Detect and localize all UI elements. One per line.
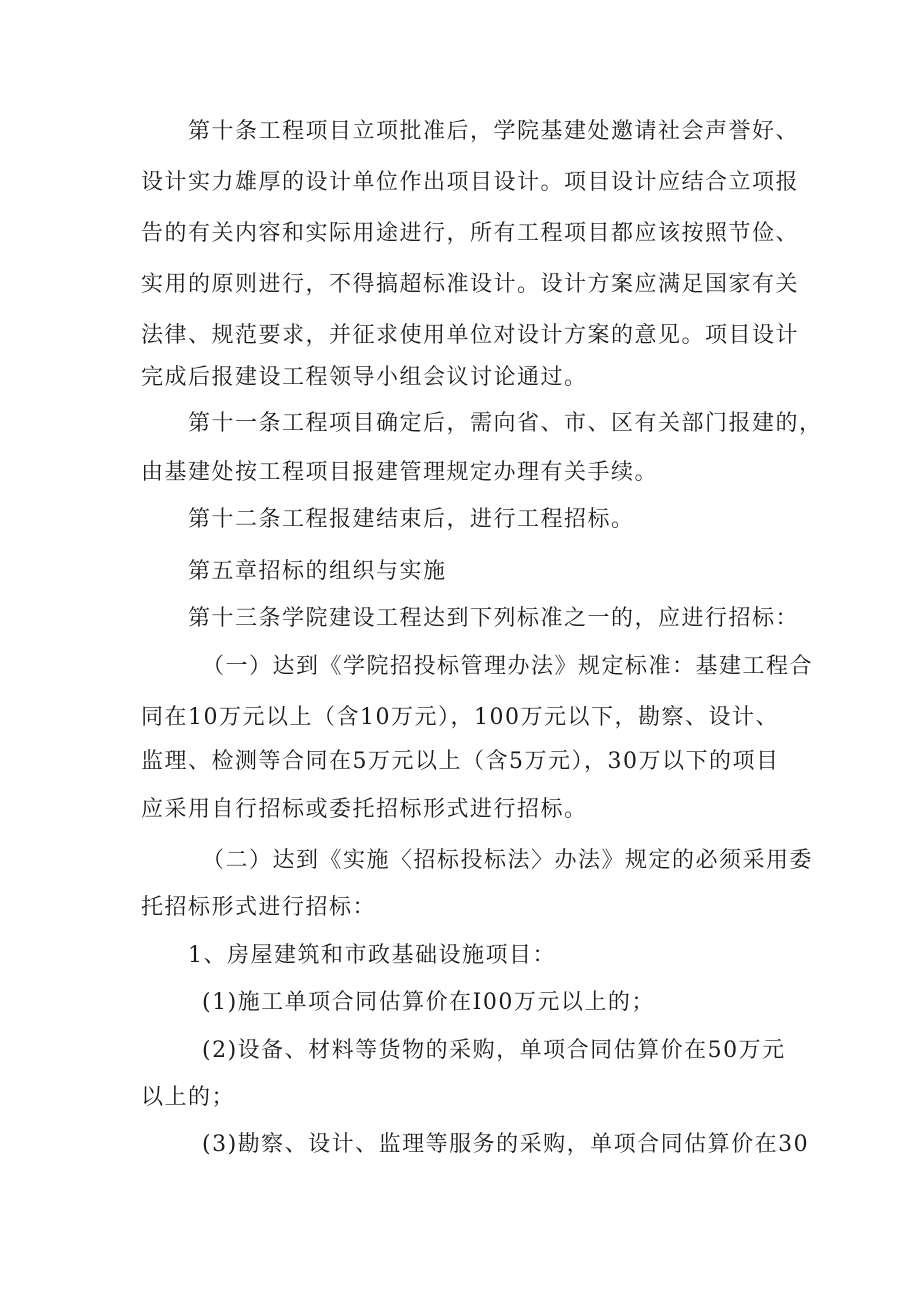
text-line: 由基建处按工程项目报建管理规定办理有关手续。 — [141, 460, 659, 485]
text-line: （二）达到《实施〈招标投标法〉办法》规定的必须采用委 — [202, 848, 814, 873]
text-line: (3)勘察、设计、监理等服务的采购，单项合同估算价在30 — [202, 1132, 810, 1157]
text-line: 设计实力雄厚的设计单位作出项目设计。项目设计应结合立项报 — [141, 170, 800, 195]
text-line: 法律、规范要求，并征求使用单位对设计方案的意见。项目设计 — [141, 323, 800, 348]
text-line: 第十一条工程项目确定后，需向省、市、区有关部门报建的， — [188, 411, 823, 436]
text-line: 完成后报建设工程领导小组会议讨论通过。 — [141, 365, 588, 390]
text-line: 以上的； — [141, 1085, 236, 1110]
text-line: 第十二条工程报建结束后，进行工程招标。 — [188, 507, 635, 532]
chapter-heading: 第五章招标的组织与实施 — [188, 559, 447, 584]
text-line: 托招标形式进行招标： — [141, 895, 377, 920]
text-line: 第十三条学院建设工程达到下列标准之一的，应进行招标： — [188, 606, 800, 631]
text-line: 告的有关内容和实际用途进行，所有工程项目都应该按照节俭、 — [141, 221, 800, 246]
text-line: 1、房屋建筑和市政基础设施项目： — [188, 943, 556, 968]
text-line: (2)设备、材料等货物的采购，单项合同估算价在50万元 — [202, 1038, 786, 1063]
text-line: 第十条工程项目立项批准后，学院基建处邀请社会声誉好、 — [188, 119, 800, 144]
text-line: 应采用自行招标或委托招标形式进行招标。 — [141, 797, 588, 822]
text-line: （一）达到《学院招投标管理办法》规定标准：基建工程合 — [202, 654, 814, 679]
text-line: 监理、检测等合同在5万元以上（含5万元），30万以下的项目 — [141, 749, 780, 774]
text-line: 实用的原则进行，不得搞超标准设计。设计方案应满足国家有关 — [141, 272, 800, 297]
text-line: (1)施工单项合同估算价在I00万元以上的； — [202, 990, 655, 1015]
text-line: 同在10万元以上（含10万元），100万元以下，勘察、设计、 — [141, 705, 779, 730]
